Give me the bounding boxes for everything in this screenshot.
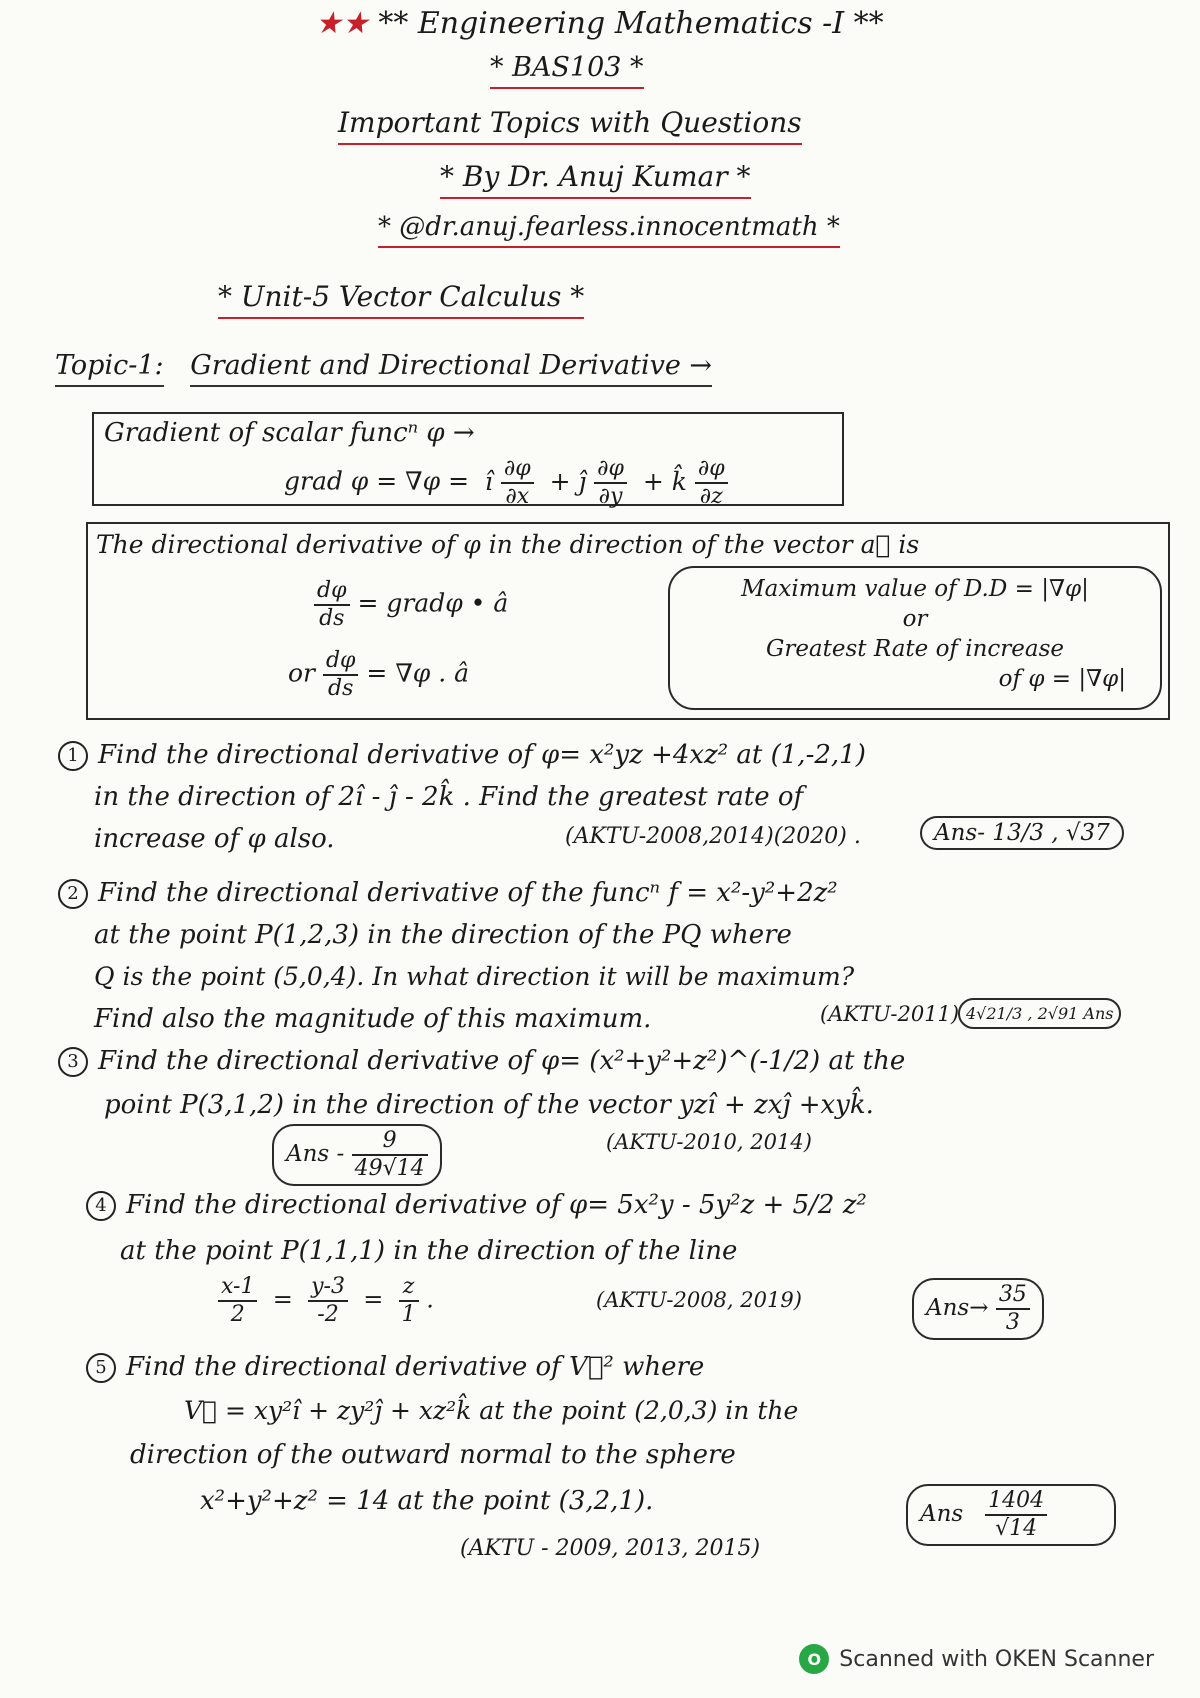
question-5 [86,1352,704,1383]
question-4-line-2: at the point P(1,1,1) in the direction of the line [120,1236,738,1266]
question-5-number: 5 [86,1353,116,1383]
question-2-line-1: Find the directional derivative of the funcⁿ f = x²-y²+2z² [98,878,838,908]
gradient-term-x: î $\frac{\partial\varphi}{\partial x}$ [477,467,534,496]
gradient-box [92,412,844,509]
question-1-line-2: in the direction of 2î - ĵ - 2k̂ . Find the greatest rate of [94,782,804,812]
gradient-formula [284,456,728,510]
question-3-number: 3 [58,1047,88,1077]
subtitle: Important Topics with Questions [338,106,802,145]
note-line-2: or [902,606,928,632]
question-2-line-2: at the point P(1,2,3) in the direction of the PQ where [94,920,792,950]
directional-derivative-box [86,522,1170,720]
question-4-line-equation: $\frac{x-1}{2}$ = $\frac{y-3}{-2}$ = $\frac{z}{1}$ . [218,1274,434,1328]
question-1-answer: Ans- 13/3 , √37 [920,816,1124,850]
question-5-line-4: x²+y²+z² = 14 at the point (3,2,1). [200,1486,654,1516]
question-2-answer: 4√21/3 , 2√91 Ans [958,998,1121,1029]
gradient-lhs: grad φ = ∇φ = [284,466,470,496]
question-2-number: 2 [58,879,88,909]
question-5-line-2: V⃗ = xy²î + zy²ĵ + xz²k̂ at the point (2,0,3) in the [184,1396,799,1425]
unit-heading: * Unit-5 Vector Calculus * [218,280,584,319]
question-3-line-1: Find the directional derivative of φ= (x²+y²+z²)^(-1/2) at the [98,1046,906,1076]
handle: * @dr.anuj.fearless.innocentmath * [378,212,840,248]
scanner-text: Scanned with OKEN Scanner [839,1646,1154,1672]
max-value-note [668,566,1162,710]
question-5-line-3: direction of the outward normal to the sphere [130,1440,736,1470]
question-3 [58,1046,905,1077]
question-4-number: 4 [86,1191,116,1221]
question-5-line-1: Find the directional derivative of V⃗² where [126,1352,705,1382]
title-text: ** Engineering Mathematics -I ** [378,6,884,41]
question-3-answer: Ans - $\frac{9}{49√14}$ [272,1124,442,1186]
question-3-reference: (AKTU-2010, 2014) [606,1130,812,1154]
note-line-3: Greatest Rate of increase [765,636,1065,662]
question-2-line-3: Q is the point (5,0,4). In what direction it will be maximum? [94,962,855,991]
question-1-reference: (AKTU-2008,2014)(2020) . [565,824,861,849]
question-1 [58,740,866,771]
question-1-line-3: increase of φ also. [94,824,335,854]
scanner-logo-icon: O [799,1644,829,1674]
topic-heading [55,350,712,381]
course-code: * BAS103 * [490,52,644,89]
dd-equation-2: or $\frac{d\varphi}{ds}$ = ∇φ . â [288,648,470,701]
question-4-answer: Ans→ $\frac{35}{3}$ [912,1278,1044,1340]
dd-heading: The directional derivative of φ in the direction of the vector a⃗ is [96,530,920,559]
gradient-heading: Gradient of scalar funcⁿ φ → [104,418,475,448]
scanner-watermark [799,1644,1154,1674]
question-2 [58,878,838,909]
question-5-answer: Ans $\frac{1404}{√14}$ [906,1484,1116,1546]
question-1-line-1: Find the directional derivative of φ= x²yz +4xz² at (1,-2,1) [98,740,866,770]
question-4-reference: (AKTU-2008, 2019) [596,1288,802,1312]
note-line-1: Maximum value of D.D = |∇φ| [741,576,1089,602]
question-4 [86,1190,867,1221]
topic-label: Topic-1: [55,350,164,387]
question-2-line-4: Find also the magnitude of this maximum. [94,1004,652,1034]
question-2-reference: (AKTU-2011) [820,1002,960,1026]
gradient-term-z: + k̂ $\frac{\partial\varphi}{\partial z}$ [635,467,728,496]
dd-equation-1: $\frac{d\varphi}{ds}$ = gradφ • â [314,578,508,632]
question-1-number: 1 [58,741,88,771]
page-title: ★★ ** Engineering Mathematics -I ** [315,6,884,41]
gradient-term-y: + ĵ $\frac{\partial\varphi}{\partial y}$ [542,467,627,496]
question-5-reference: (AKTU - 2009, 2013, 2015) [460,1536,761,1561]
note-line-4: of φ = |∇φ| [998,666,1126,692]
question-3-line-2: point P(3,1,2) in the direction of the vector yzî + zxĵ +xyk̂. [104,1090,874,1120]
topic-name: Gradient and Directional Derivative → [190,350,712,387]
question-4-line-1: Find the directional derivative of φ= 5x²y - 5y²z + 5/2 z² [126,1190,867,1220]
author: * By Dr. Anuj Kumar * [440,160,751,199]
